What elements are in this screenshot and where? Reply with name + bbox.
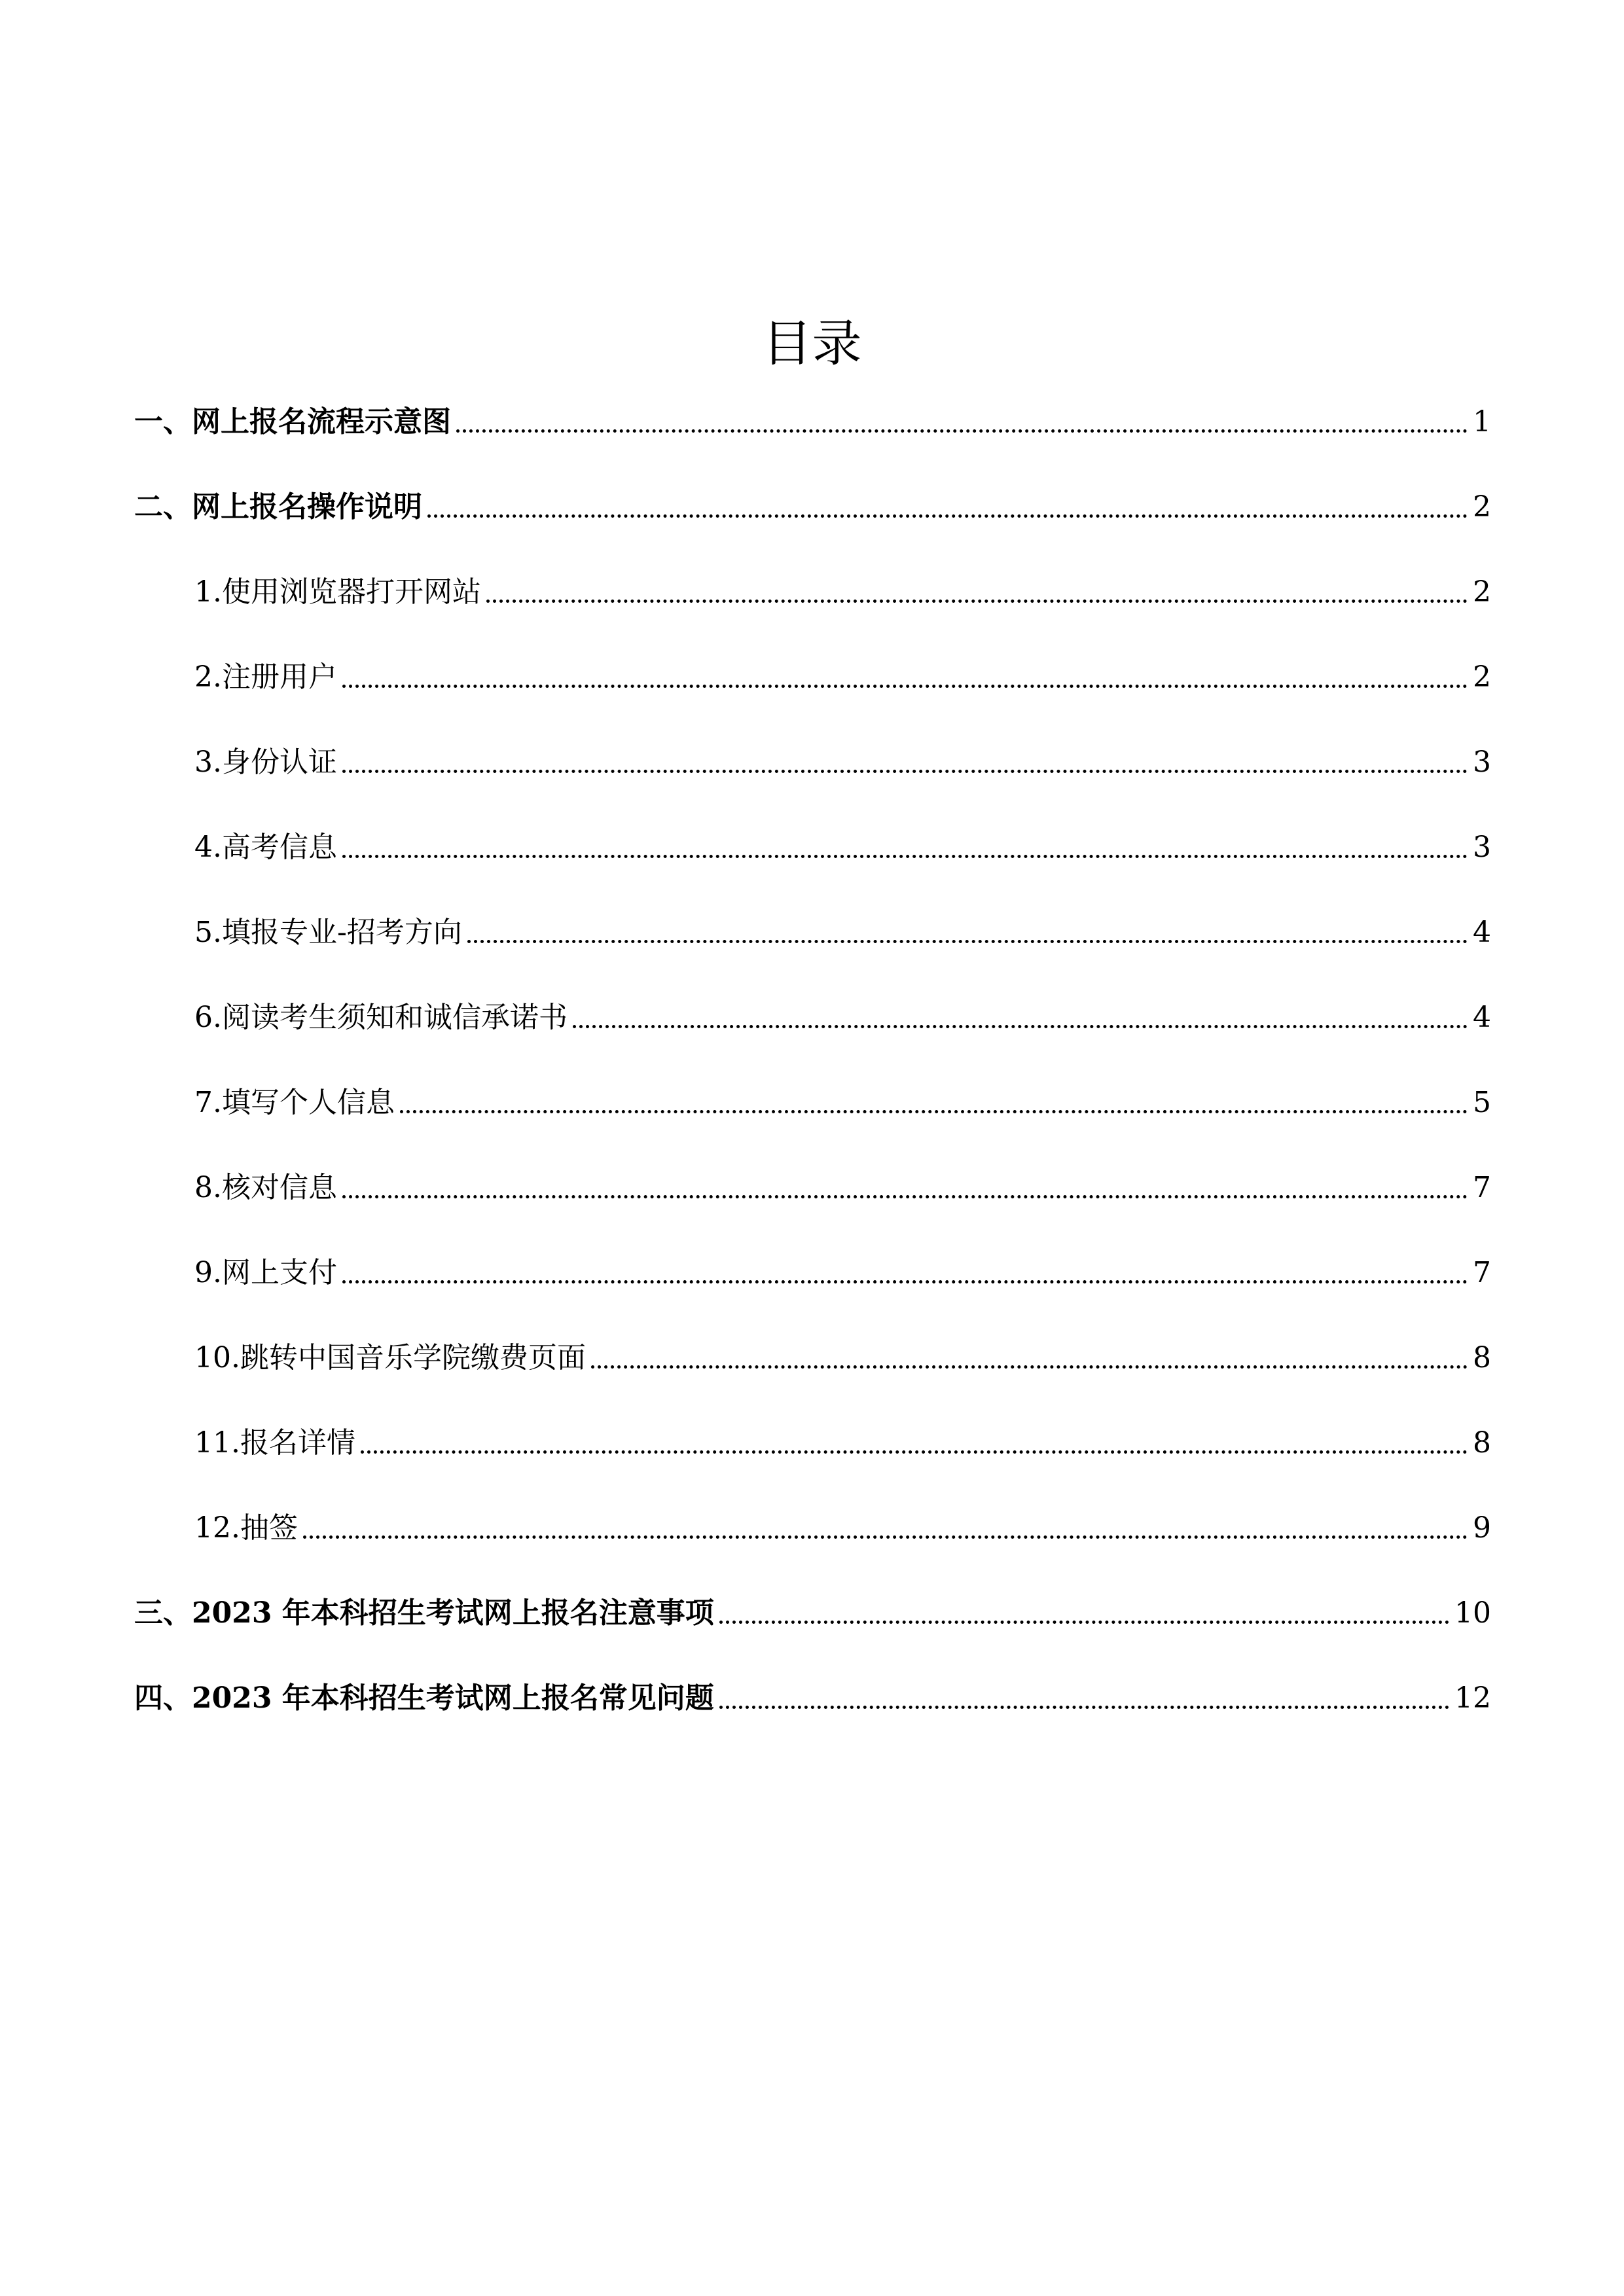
- table-of-contents: [134, 376, 1491, 1738]
- toc-entry[interactable]: [134, 632, 1491, 717]
- toc-page-number: 8: [1473, 1341, 1491, 1374]
- toc-entry-text: 10.跳转中国音乐学院缴费页面: [194, 1341, 586, 1374]
- toc-entry[interactable]: [134, 717, 1491, 802]
- dot-leader: [486, 600, 1468, 603]
- toc-page-number: 4: [1473, 1001, 1491, 1034]
- toc-entry-text: 二、网上报名操作说明: [134, 490, 422, 524]
- toc-page-number: 8: [1473, 1426, 1491, 1460]
- toc-page-number: 7: [1473, 1256, 1491, 1289]
- toc-entry[interactable]: [134, 1653, 1491, 1738]
- toc-entry-text: 3.身份认证: [194, 745, 337, 779]
- toc-page-number: 4: [1473, 916, 1491, 949]
- toc-entry[interactable]: [134, 1057, 1491, 1142]
- dot-leader: [591, 1365, 1468, 1369]
- toc-entry-text: 11.报名详情: [194, 1426, 355, 1460]
- dot-leader: [467, 940, 1468, 943]
- toc-entry-text: 8.核对信息: [194, 1171, 337, 1204]
- dot-leader: [427, 514, 1468, 518]
- toc-page-number: 2: [1473, 575, 1491, 609]
- dot-leader: [361, 1450, 1468, 1454]
- toc-entry-text: 1.使用浏览器打开网站: [194, 575, 481, 609]
- dot-leader: [400, 1110, 1468, 1113]
- dot-leader: [342, 1280, 1468, 1283]
- dot-leader: [342, 685, 1468, 688]
- toc-entry[interactable]: [134, 1568, 1491, 1653]
- toc-entry[interactable]: [134, 547, 1491, 632]
- toc-page-number: 2: [1473, 660, 1491, 694]
- toc-entry-text: 4.高考信息: [194, 831, 337, 864]
- dot-leader: [456, 429, 1468, 433]
- toc-page-number: 10: [1454, 1596, 1491, 1630]
- toc-entry-text: 9.网上支付: [194, 1256, 337, 1289]
- toc-page-number: 5: [1473, 1086, 1491, 1119]
- toc-entry[interactable]: [134, 972, 1491, 1057]
- dot-leader: [342, 1195, 1468, 1198]
- toc-entry-text: 一、网上报名流程示意图: [134, 405, 451, 439]
- toc-entry[interactable]: [134, 887, 1491, 972]
- toc-entry-text: 2.注册用户: [194, 660, 337, 694]
- toc-page-number: 7: [1473, 1171, 1491, 1204]
- dot-leader: [573, 1025, 1468, 1028]
- toc-entry[interactable]: [134, 1312, 1491, 1397]
- toc-entry-text: 7.填写个人信息: [194, 1086, 395, 1119]
- toc-entry-text: 5.填报专业-招考方向: [194, 916, 462, 949]
- toc-page-number: 12: [1454, 1681, 1491, 1715]
- dot-leader: [719, 1706, 1449, 1709]
- toc-page-number: 9: [1473, 1511, 1491, 1545]
- toc-page-number: 2: [1473, 490, 1491, 524]
- toc-entry-text: 6.阅读考生须知和诚信承诺书: [194, 1001, 568, 1034]
- toc-entry-text: 三、2023 年本科招生考试网上报名注意事项: [134, 1596, 714, 1630]
- toc-entry[interactable]: [134, 1397, 1491, 1482]
- toc-entry[interactable]: [134, 1142, 1491, 1227]
- toc-page-number: 3: [1473, 745, 1491, 779]
- toc-entry[interactable]: [134, 1227, 1491, 1312]
- toc-entry-text: 12.抽签: [194, 1511, 298, 1545]
- toc-title: 目录: [762, 314, 862, 372]
- dot-leader: [303, 1535, 1468, 1539]
- toc-page-number: 1: [1473, 405, 1491, 439]
- dot-leader: [719, 1621, 1449, 1624]
- dot-leader: [342, 770, 1468, 773]
- toc-entry[interactable]: [134, 376, 1491, 461]
- toc-entry[interactable]: [134, 802, 1491, 887]
- toc-entry[interactable]: [134, 461, 1491, 547]
- toc-page-number: 3: [1473, 831, 1491, 864]
- toc-entry-text: 四、2023 年本科招生考试网上报名常见问题: [134, 1681, 714, 1715]
- dot-leader: [342, 855, 1468, 858]
- toc-entry[interactable]: [134, 1482, 1491, 1568]
